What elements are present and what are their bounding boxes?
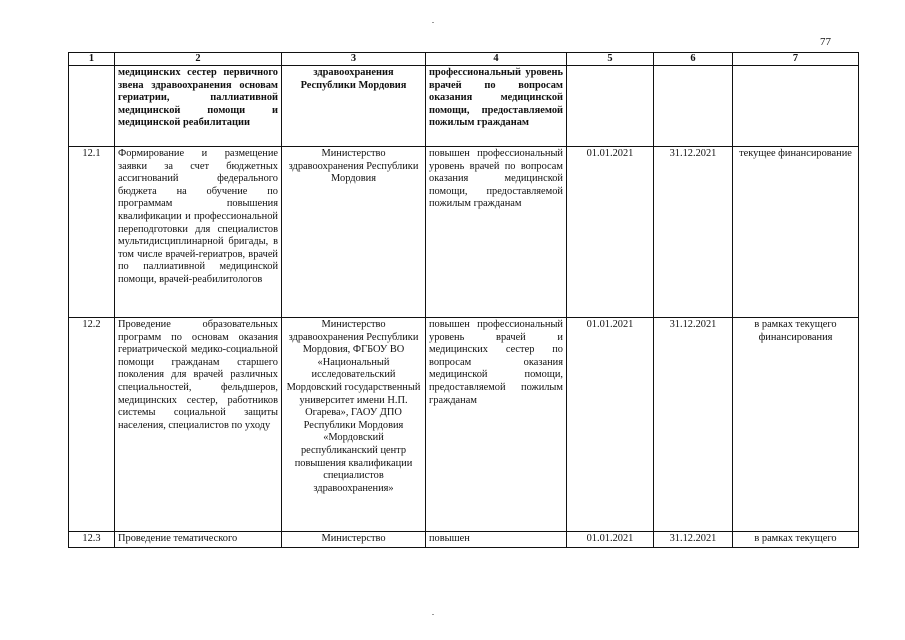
expected-result: профессиональный уровень врачей по вопросам оказания медицинской помощи, предоставляемой пожилым гражданам (426, 66, 567, 147)
column-header: 6 (654, 53, 733, 66)
end-date: 31.12.2021 (654, 318, 733, 532)
expected-result: повышен профессиональный уровень врачей и медицинских сестер по вопросам оказания медицинской помощи, предоставляемой пожилым гражданам (426, 318, 567, 532)
start-date (567, 66, 654, 147)
column-header: 4 (426, 53, 567, 66)
activity-description: медицинских сестер первичного звена здравоохранения основам гериатрии, паллиативной медицинской помощи и медицинской реабилитации (115, 66, 282, 147)
table-header-row (69, 53, 859, 66)
row-number: 12.1 (69, 147, 115, 318)
row-number: 12.2 (69, 318, 115, 532)
table-row (69, 532, 859, 548)
funding-source: в рамках текущего (733, 532, 859, 548)
table-row (69, 147, 859, 318)
funding-source (733, 66, 859, 147)
funding-source: в рамках текущего финансирования (733, 318, 859, 532)
end-date: 31.12.2021 (654, 147, 733, 318)
activity-description: Формирование и размещение заявки за счет бюджетных ассигнований федерального бюджета на обучение по программам повышения квалификации и профессиональной переподготовки для специалистов мультидисциплинарной бригады, в том числе врачей-гериатров, врачей по паллиативной медицинской помощи, врачей-реабилитологов (115, 147, 282, 318)
table-row (69, 318, 859, 532)
activity-description: Проведение образовательных программ по основам оказания гериатрической медико-социальной помощи гражданам старшего поколения для врачей различных специальностей, фельдшеров, медицинских сестер, работников системы социальной защиты населения, специалистов по уходу (115, 318, 282, 532)
executor: здравоохранения Республики Мордовия (282, 66, 426, 147)
executor: Министерство здравоохранения Республики Мордовия, ФГБОУ ВО «Национальный исследовательский Мордовский государственный университет имени Н.П. Огарева», ГАОУ ДПО Республики Мордовия «Мордовский республиканский центр повышения квалификации специалистов здравоохранения» (282, 318, 426, 532)
start-date: 01.01.2021 (567, 532, 654, 548)
column-header: 5 (567, 53, 654, 66)
funding-source: текущее финансирование (733, 147, 859, 318)
scan-mark (432, 22, 434, 23)
executor: Министерство здравоохранения Республики Мордовия (282, 147, 426, 318)
scan-mark (432, 614, 434, 615)
expected-result: повышен (426, 532, 567, 548)
column-header: 7 (733, 53, 859, 66)
row-number (69, 66, 115, 147)
column-header: 3 (282, 53, 426, 66)
executor: Министерство (282, 532, 426, 548)
end-date (654, 66, 733, 147)
expected-result: повышен профессиональный уровень врачей по вопросам оказания медицинской помощи, предоставляемой пожилым гражданам (426, 147, 567, 318)
end-date: 31.12.2021 (654, 532, 733, 548)
activities-table (68, 52, 859, 548)
column-header: 2 (115, 53, 282, 66)
start-date: 01.01.2021 (567, 147, 654, 318)
activity-description: Проведение тематического (115, 532, 282, 548)
column-header: 1 (69, 53, 115, 66)
row-number: 12.3 (69, 532, 115, 548)
start-date: 01.01.2021 (567, 318, 654, 532)
table-row (69, 66, 859, 147)
page-number: 77 (820, 36, 831, 48)
